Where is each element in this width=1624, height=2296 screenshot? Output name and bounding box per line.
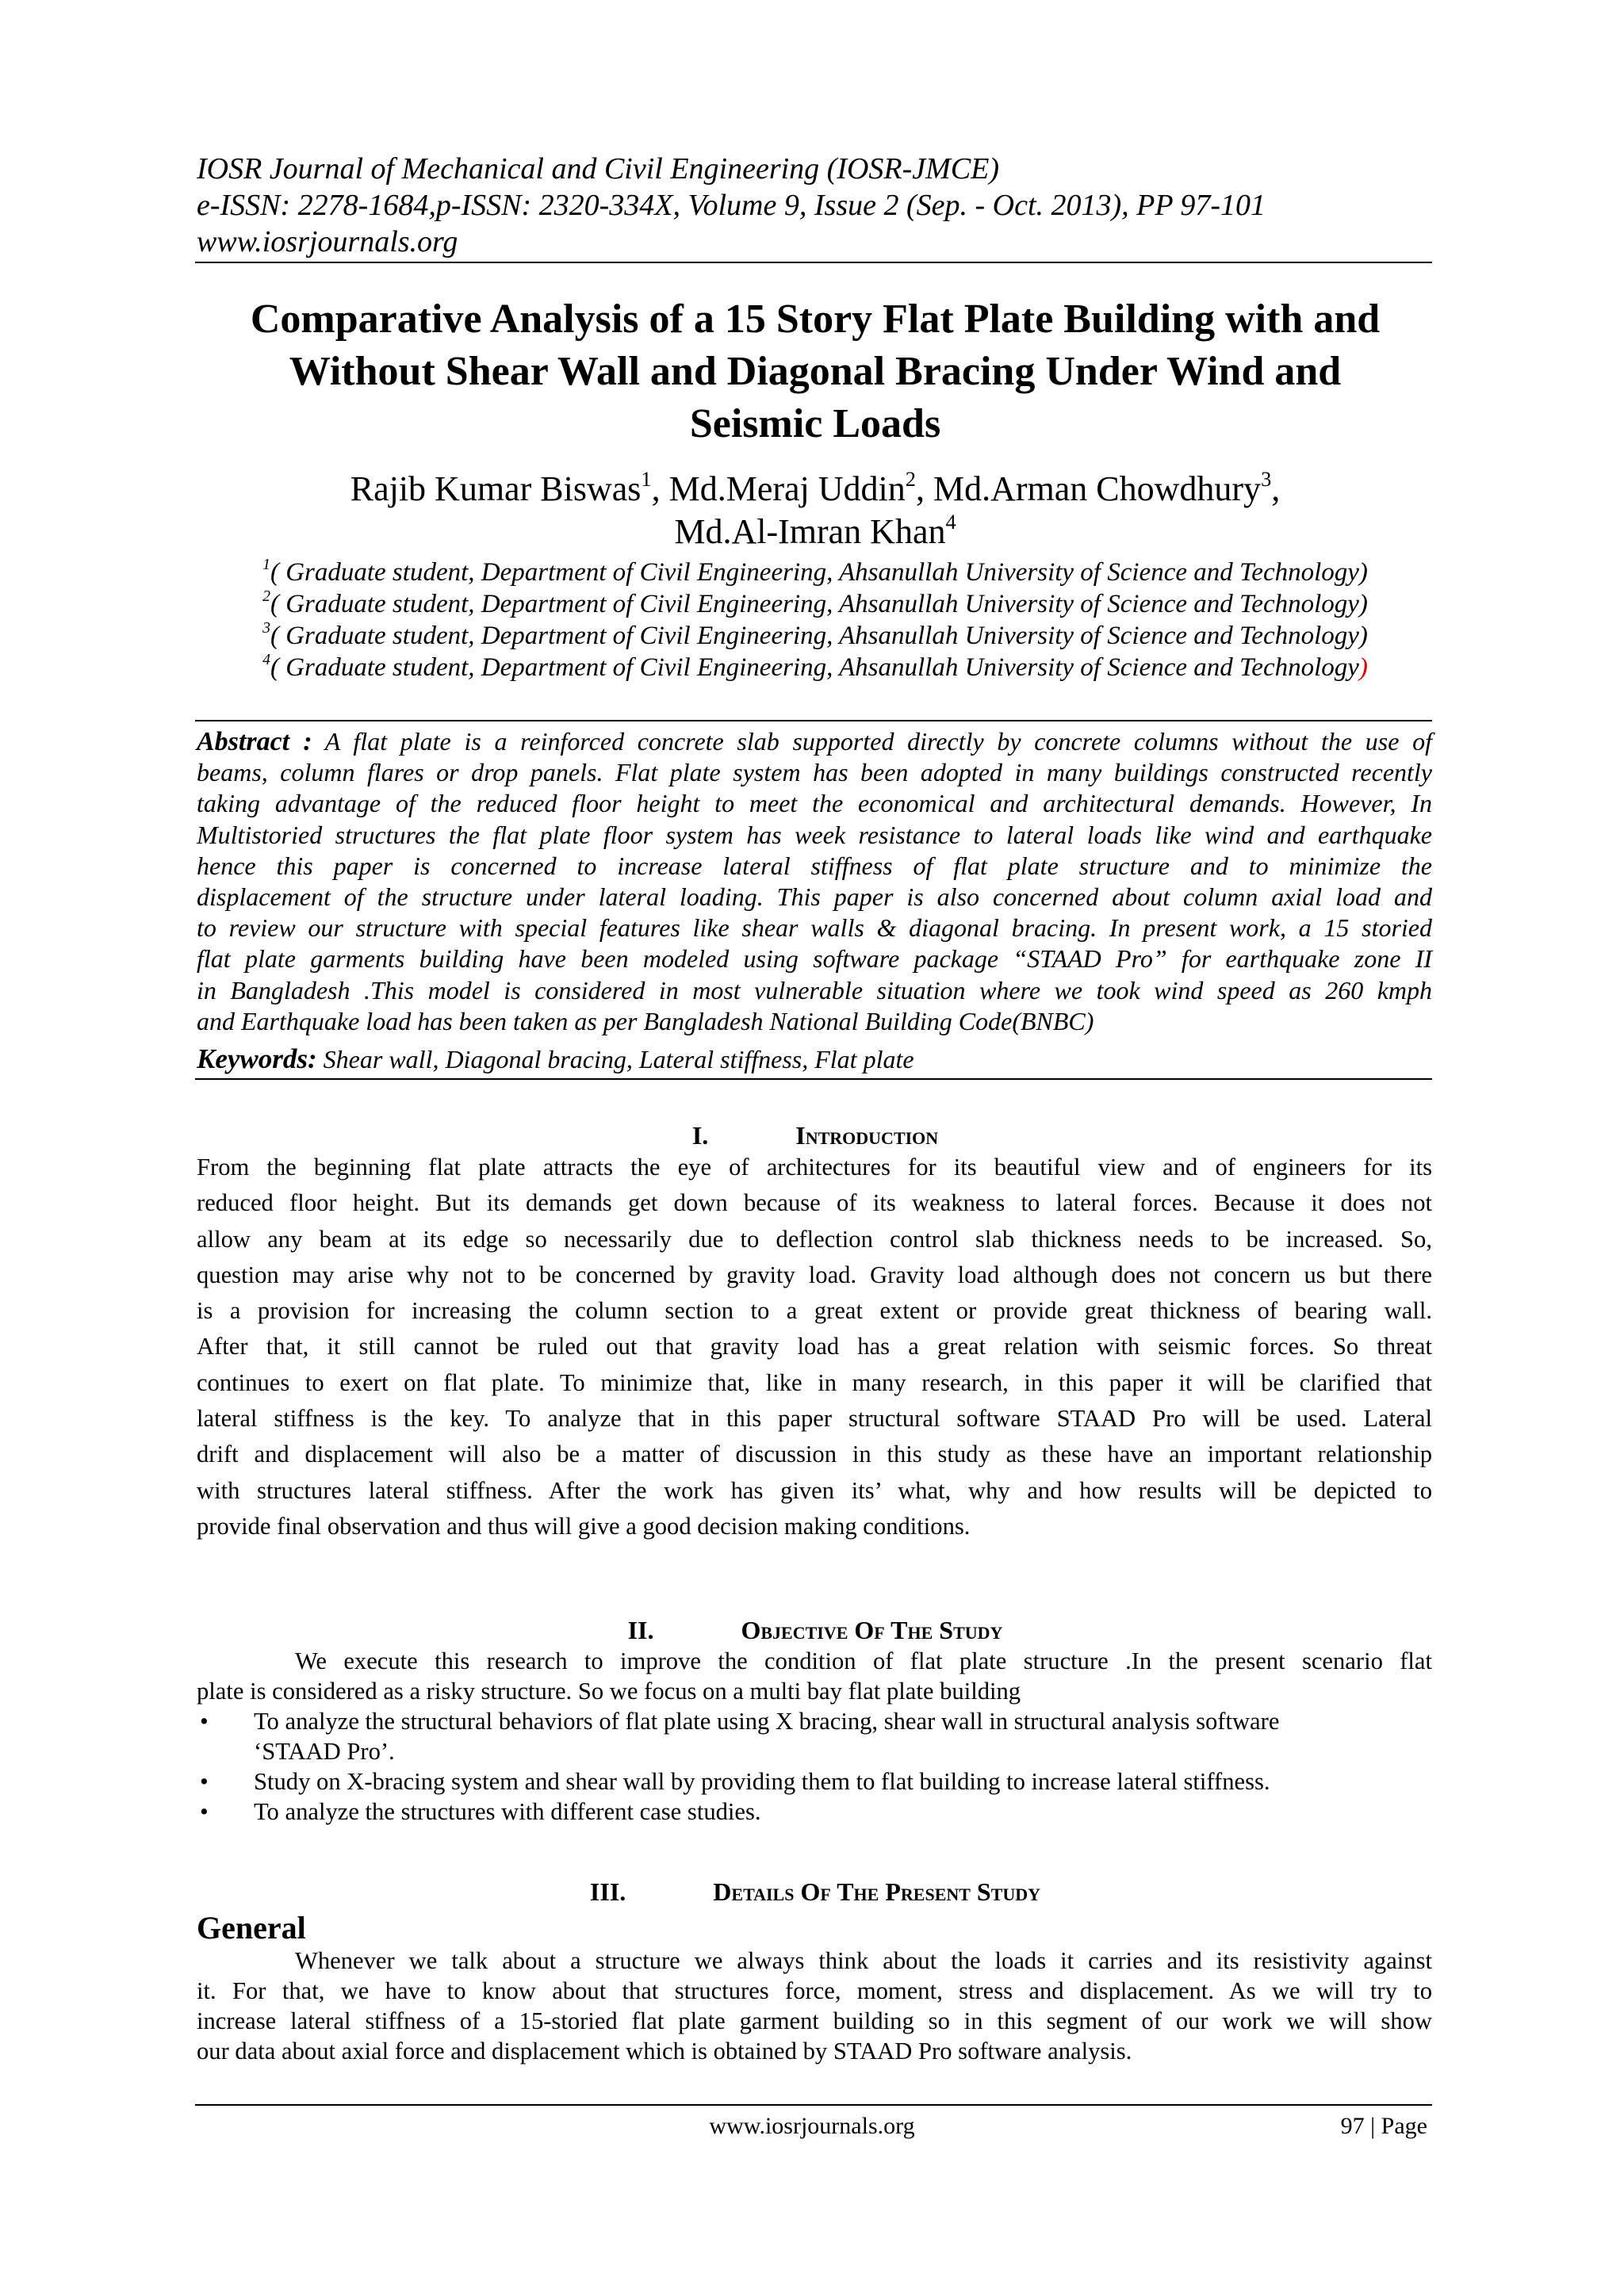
section-title: Objective Of The Study bbox=[741, 1616, 1003, 1644]
journal-name: IOSR Journal of Mechanical and Civil Engineering (IOSR-JMCE) bbox=[197, 152, 1000, 186]
author-separator: , bbox=[915, 469, 933, 508]
affiliation-line bbox=[197, 652, 1434, 683]
affiliation-mark: 2 bbox=[262, 587, 270, 606]
footer-rule bbox=[195, 2104, 1432, 2106]
bullet-glyph: • bbox=[200, 1798, 209, 1825]
author-name: Rajib Kumar Biswas bbox=[350, 469, 642, 508]
bullet-item bbox=[197, 1797, 1434, 1827]
abstract-label: Abstract : bbox=[197, 727, 312, 756]
paper-title bbox=[197, 293, 1434, 450]
page-number: 97 | Page bbox=[1340, 2113, 1427, 2139]
keywords bbox=[197, 1043, 1432, 1075]
body-line: lateral stiffness is the key. To analyze that in this paper structural software STAAD Pro will be used. Lateral bbox=[197, 1405, 1432, 1433]
author-name: Md.Meraj Uddin bbox=[668, 469, 906, 508]
footer-website: www.iosrjournals.org bbox=[709, 2113, 915, 2139]
abstract bbox=[197, 726, 1432, 1037]
author-mark: 3 bbox=[1261, 466, 1272, 491]
affiliation-line bbox=[197, 620, 1434, 652]
author-list bbox=[197, 468, 1434, 553]
introduction-body bbox=[197, 1150, 1432, 1544]
author-mark: 4 bbox=[945, 509, 956, 534]
section-number: I. bbox=[691, 1121, 709, 1150]
abstract-line: beams, column flares or drop panels. Flat plate system has been adopted in many buildings constructed recently bbox=[197, 758, 1432, 787]
keywords-text: Shear wall, Diagonal bracing, Lateral stiffness, Flat plate bbox=[316, 1045, 914, 1073]
journal-header bbox=[197, 151, 1434, 260]
bullet-text: To analyze the structures with different case studies. bbox=[254, 1798, 761, 1825]
abstract-line: Multistoried structures the flat plate floor system has week resistance to lateral loads like wind and earthquake bbox=[197, 820, 1432, 849]
affiliation-text: ( Graduate student, Department of Civil Engineering, Ahsanullah University of Science and Technology) bbox=[270, 622, 1368, 650]
title-line: Without Shear Wall and Diagonal Bracing Under Wind and bbox=[289, 349, 1342, 394]
affiliation-mark: 1 bbox=[262, 556, 270, 574]
body-line: increase lateral stiffness of a 15-storied flat plate garment building so in this segment of our work we will show bbox=[197, 2007, 1432, 2034]
bullet-glyph: • bbox=[200, 1768, 209, 1795]
author-mark: 2 bbox=[905, 466, 916, 491]
affiliation-line bbox=[197, 557, 1434, 588]
author-name: Md.Al-Imran Khan bbox=[674, 512, 946, 551]
body-line: is a provision for increasing the column section to a great extent or provide great thickness of bearing wall. bbox=[197, 1297, 1432, 1325]
objective-bullet-list bbox=[197, 1706, 1434, 1827]
body-line: Whenever we talk about a structure we always think about the loads it carries and its resistivity against bbox=[295, 1947, 1432, 1974]
abstract-top-rule bbox=[195, 720, 1432, 721]
affiliations bbox=[197, 557, 1434, 683]
abstract-line: flat plate garments building have been modeled using software package “STAAD Pro” for earthquake zone II bbox=[197, 944, 1432, 974]
affiliation-text: ( Graduate student, Department of Civil Engineering, Ahsanullah University of Science and Technology) bbox=[270, 558, 1368, 587]
bullet-item bbox=[197, 1766, 1434, 1797]
body-line: continues to exert on flat plate. To minimize that, like in many research, in this paper it will be clarified that bbox=[197, 1368, 1432, 1396]
abstract-line: to review our structure with special features like shear walls & diagonal bracing. In present work, a 15 storied bbox=[197, 913, 1432, 943]
body-line: plate is considered as a risky structure. So we focus on a multi bay flat plate building bbox=[197, 1678, 1021, 1705]
abstract-bottom-rule bbox=[195, 1078, 1432, 1080]
bullet-text: Study on X-bracing system and shear wall by providing them to flat building to increase lateral stiffness. bbox=[254, 1768, 1270, 1795]
section-heading-objective bbox=[197, 1614, 1434, 1646]
affiliation-mark: 4 bbox=[262, 651, 270, 669]
abstract-line: in Bangladesh .This model is considered in most vulnerable situation where we took wind speed as 260 kmph bbox=[197, 975, 1432, 1004]
objective-body bbox=[197, 1646, 1432, 1706]
abstract-line: taking advantage of the reduced floor height to meet the economical and architectural demands. However, In bbox=[197, 789, 1432, 818]
affiliation-line bbox=[197, 588, 1434, 620]
body-line: drift and displacement will also be a matter of discussion in this study as these have an important relationship bbox=[197, 1441, 1432, 1468]
author-separator: , bbox=[651, 469, 669, 508]
body-line: allow any beam at its edge so necessarily due to deflection control slab thickness needs to be increased. So, bbox=[197, 1225, 1432, 1253]
title-line: Comparative Analysis of a 15 Story Flat Plate Building with and bbox=[250, 297, 1381, 342]
author-name: Md.Arman Chowdhury bbox=[933, 469, 1262, 508]
section-title: Details Of The Present Study bbox=[713, 1877, 1041, 1906]
abstract-line: hence this paper is concerned to increase lateral stiffness of flat plate structure and to minimize the bbox=[197, 851, 1432, 880]
author-separator: , bbox=[1271, 469, 1281, 508]
affiliation-closing: ) bbox=[1358, 653, 1368, 682]
bullet-text: ‘STAAD Pro’. bbox=[254, 1738, 395, 1765]
section-number: II. bbox=[627, 1616, 654, 1644]
affiliation-mark: 3 bbox=[262, 619, 270, 637]
body-line: provide final observation and thus will give a good decision making conditions. bbox=[197, 1512, 971, 1540]
abstract-line: displacement of the structure under lateral loading. This paper is also concerned about column axial load and bbox=[197, 882, 1432, 911]
body-line: From the beginning flat plate attracts the eye of architectures for its beautiful view and of engineers for its bbox=[197, 1154, 1432, 1181]
abstract-line: Abstract : A flat plate is a reinforced concrete slab supported directly by concrete columns without the use of bbox=[197, 727, 1432, 756]
subsection-heading: General bbox=[197, 1910, 306, 1946]
general-body bbox=[197, 1946, 1432, 2066]
body-line: our data about axial force and displacement which is obtained by STAAD Pro software analysis. bbox=[197, 2038, 1132, 2064]
body-line: question may arise why not to be concerned by gravity load. Gravity load although does not concern us but there bbox=[197, 1261, 1432, 1288]
bullet-glyph: • bbox=[200, 1708, 209, 1735]
keywords-label: Keywords: bbox=[197, 1043, 317, 1074]
author-mark: 1 bbox=[641, 466, 652, 491]
issn-line: e-ISSN: 2278-1684,p-ISSN: 2320-334X, Volume 9, Issue 2 (Sep. - Oct. 2013), PP 97-101 bbox=[197, 189, 1266, 222]
journal-website: www.iosrjournals.org bbox=[197, 225, 458, 258]
affiliation-text: ( Graduate student, Department of Civil Engineering, Ahsanullah University of Science and Technology) bbox=[270, 590, 1368, 618]
body-line: After that, it still cannot be ruled out that gravity load has a great relation with seismic forces. So threat bbox=[197, 1333, 1432, 1360]
header-rule bbox=[195, 262, 1432, 263]
abstract-line: and Earthquake load has been taken as per Bangladesh National Building Code(BNBC) bbox=[197, 1006, 1094, 1035]
body-line: reduced floor height. But its demands get down because of its weakness to lateral forces. Because it does not bbox=[197, 1189, 1432, 1217]
body-line: with structures lateral stiffness. After the work has given its’ what, why and how results will be depicted to bbox=[197, 1476, 1432, 1504]
section-heading-introduction bbox=[197, 1119, 1434, 1151]
section-title: Introduction bbox=[795, 1121, 939, 1150]
section-heading-details bbox=[197, 1876, 1434, 1908]
section-number: III. bbox=[589, 1877, 626, 1906]
title-line: Seismic Loads bbox=[689, 401, 941, 446]
bullet-text: To analyze the structural behaviors of flat plate using X bracing, shear wall in structural analysis software bbox=[254, 1708, 1280, 1735]
body-line: We execute this research to improve the condition of flat plate structure .In the present scenario flat bbox=[295, 1647, 1432, 1674]
affiliation-text: ( Graduate student, Department of Civil Engineering, Ahsanullah University of Science and Technology bbox=[270, 653, 1359, 682]
body-line: it. For that, we have to know about that structures force, moment, stress and displacement. As we will try to bbox=[197, 1977, 1432, 2004]
bullet-item bbox=[197, 1706, 1434, 1766]
